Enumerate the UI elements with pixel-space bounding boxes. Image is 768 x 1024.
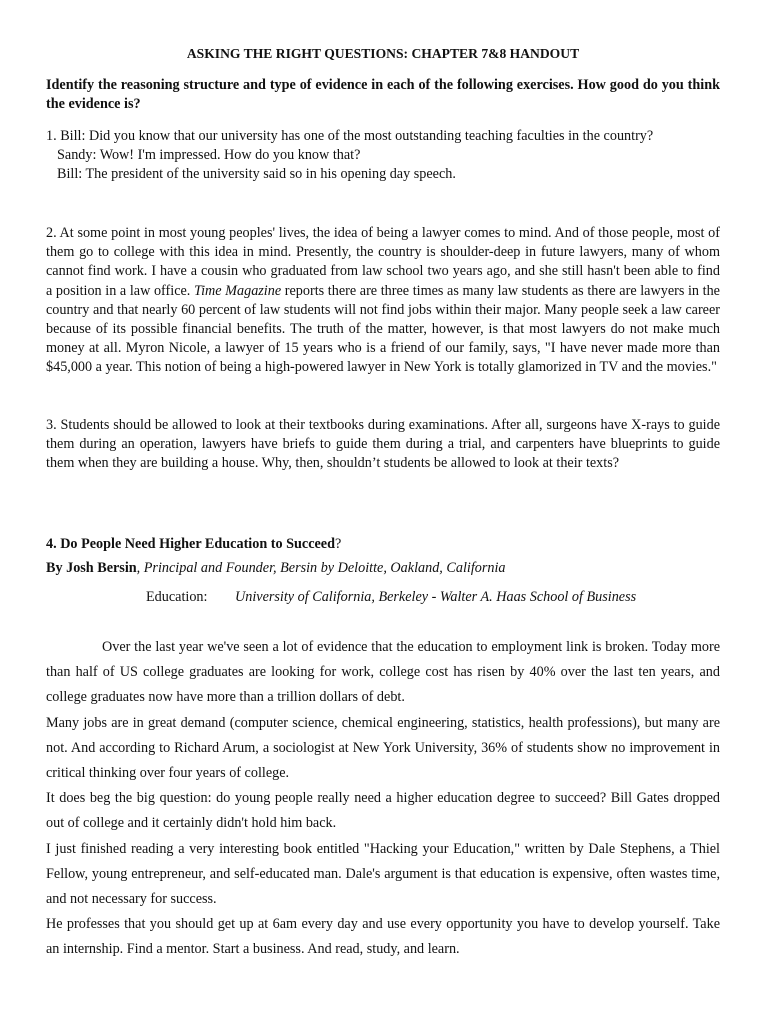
essay-paragraph: It does beg the big question: do young people really need a higher education degree to succeed? Bill Gates dropped out of college and it certainly didn't hold him back. xyxy=(46,790,720,832)
exercise-1 xyxy=(46,127,720,185)
exercise-2 xyxy=(46,224,720,378)
essay-paragraph: I just finished reading a very interesting book entitled "Hacking your Education," written by Dale Stephens, a Thiel Fellow, young entrepreneur, and self-educated man. Dale's argument is that education is expensive, often wastes time, and not necessary for success. xyxy=(46,840,720,908)
exercise-4-heading-text: 4. Do People Need Higher Education to Succeed xyxy=(46,536,335,552)
exercise-3: 3. Students should be allowed to look at their textbooks during examinations. After all, surgeons have X-rays to guide them during an operation, lawyers have briefs to guide them during a trial, and carpenters have blueprints to guide them when they are building a house. Why, then, shouldn’t students be allowed to look at their texts? xyxy=(46,417,720,472)
author-byline xyxy=(46,559,720,578)
education-value: University of California, Berkeley - Walter A. Haas School of Business xyxy=(235,589,637,605)
education-line xyxy=(146,586,676,609)
essay-body xyxy=(46,635,720,963)
essay-paragraph: Over the last year we've seen a lot of evidence that the education to employment link is broken. Today more than half of US college graduates are looking for work, college cost has risen by 40% over the last ten years, and college graduates now have more than a trillion dollars of debt. xyxy=(46,639,720,706)
education-label: Education: xyxy=(146,589,208,605)
page-title: ASKING THE RIGHT QUESTIONS: CHAPTER 7&8 HANDOUT xyxy=(186,46,580,61)
instructions: Identify the reasoning structure and type of evidence in each of the following exercises. How good do you think the evidence is? xyxy=(46,77,720,113)
exercise-4-heading-mark: ? xyxy=(335,536,342,552)
essay-paragraph: Many jobs are in great demand (computer science, chemical engineering, statistics, health professions), but many are not. And according to Richard Arum, a sociologist at New York University, 36% of students show no improvement in critical thinking over four years of college. xyxy=(46,714,720,782)
author-name: By Josh Bersin xyxy=(46,560,137,576)
dialogue-line-sandy: Sandy: Wow! I'm impressed. How do you know that? xyxy=(57,147,361,164)
magazine-title: Time Magazine xyxy=(193,282,282,299)
essay-paragraph: He professes that you should get up at 6am every day and use every opportunity you have to develop yourself. Take an internship. Find a mentor. Start a business. And read, study, and learn. xyxy=(46,916,720,958)
exercise-2-text-b: reports there are three times as many law students as there are lawyers in the country and that nearly 60 percent of law students will not find jobs within their major. Many people seek a law career because of its possible financial benefits. The truth of the matter, however, is that most lawyers do not make much money at all. Myron Nicole, a lawyer of 15 years who is a friend of our family, says, "I have never made more than $45,000 a year. This notion of being a high-powered lawyer in New York is totally glamorized in TV and the movies." xyxy=(46,282,720,376)
exercise-2-text-a: 2. At some point in most young peoples' lives, the idea of being a lawyer comes to mind. And of those people, most of them go to college with this idea in mind. Presently, the country is shoulder-deep in future lawyers, many of whom cannot find work. I have a cousin who graduated from law school two years ago, and she still hasn't been able to find a position in a law office. xyxy=(46,225,720,299)
dialogue-line-bill-1: 1. Bill: Did you know that our university has one of the most outstanding teaching faculties in the country? xyxy=(46,128,654,144)
dialogue-line-bill-2: Bill: The president of the university said so in his opening day speech. xyxy=(57,166,456,183)
author-role: , Principal and Founder, Bersin by Deloitte, Oakland, California xyxy=(136,560,506,576)
exercise-4-heading xyxy=(46,535,720,554)
